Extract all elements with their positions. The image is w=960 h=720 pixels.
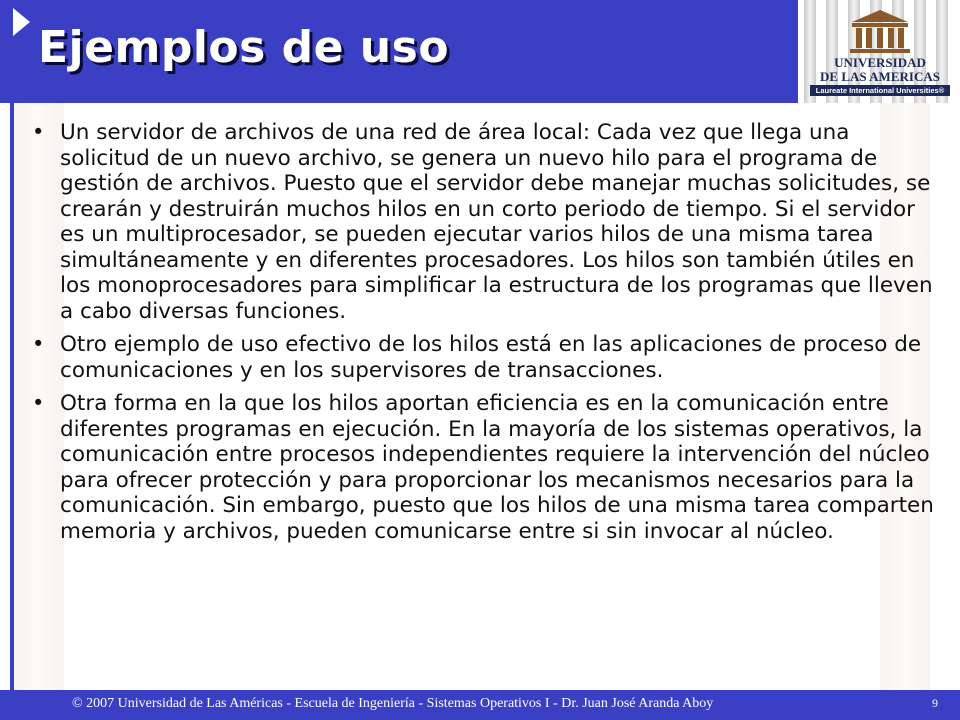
- university-logo: [810, 8, 950, 98]
- left-rule: [10, 103, 14, 690]
- bullet-text: Otra forma en la que los hilos aportan eficiencia es en la comunicación entre diferentes programas en ejecución. En la mayoría de los sistemas operativos, la comunicación entre procesos independientes requiere la intervención del núcleo para ofrecer protección y para proporcionar los mecanismos necesarios para la comunicación. Sin embargo, puesto que los hilos de una misma tarea comparten memoria y archivos, pueden comunicarse entre si sin invocar al núcleo.: [60, 391, 934, 544]
- bullet-text: Otro ejemplo de uso efectivo de los hilos está en las aplicaciones de proceso de comunicaciones y en los supervisores de transacciones.: [60, 332, 922, 383]
- bullet-dot: •: [32, 391, 45, 415]
- bullet-item: [24, 120, 944, 324]
- bullet-text: Un servidor de archivos de una red de área local: Cada vez que llega una solicitud de un nuevo archivo, se genera un nuevo hilo para el programa de gestión de archivos. Puesto que el servidor debe manejar muchas solicitudes, se crearán y destruirán muchos hilos en un corto periodo de tiempo. Si el servidor es un multiprocesador, se pueden ejecutar varios hilos de una misma tarea simultáneamente y en diferentes procesadores. Los hilos son también útiles en los monoprocesadores para simplificar la estructura de los programas que lleven a cabo diversas funciones.: [60, 120, 933, 324]
- bullet-item: [24, 332, 944, 383]
- footer-text: © 2007 Universidad de Las Américas - Escuela de Ingeniería - Sistemas Operativos I - Dr. Juan José Aranda Aboy: [72, 696, 714, 711]
- triangle-icon: [13, 8, 30, 36]
- university-building-icon: [810, 8, 950, 54]
- logo-name-line1: UNIVERSIDAD: [834, 55, 926, 70]
- bullet-item: [24, 391, 944, 544]
- logo-name-line2: DE LAS AMERICAS: [820, 69, 940, 84]
- slide-body: [24, 120, 944, 552]
- page-number: 9: [932, 696, 938, 710]
- bullet-dot: •: [32, 120, 45, 144]
- logo-subtitle: Laureate International Universities®: [810, 85, 950, 96]
- slide-title: Ejemplos de uso: [38, 22, 450, 73]
- bullet-dot: •: [32, 332, 45, 356]
- bullet-list: [24, 120, 944, 544]
